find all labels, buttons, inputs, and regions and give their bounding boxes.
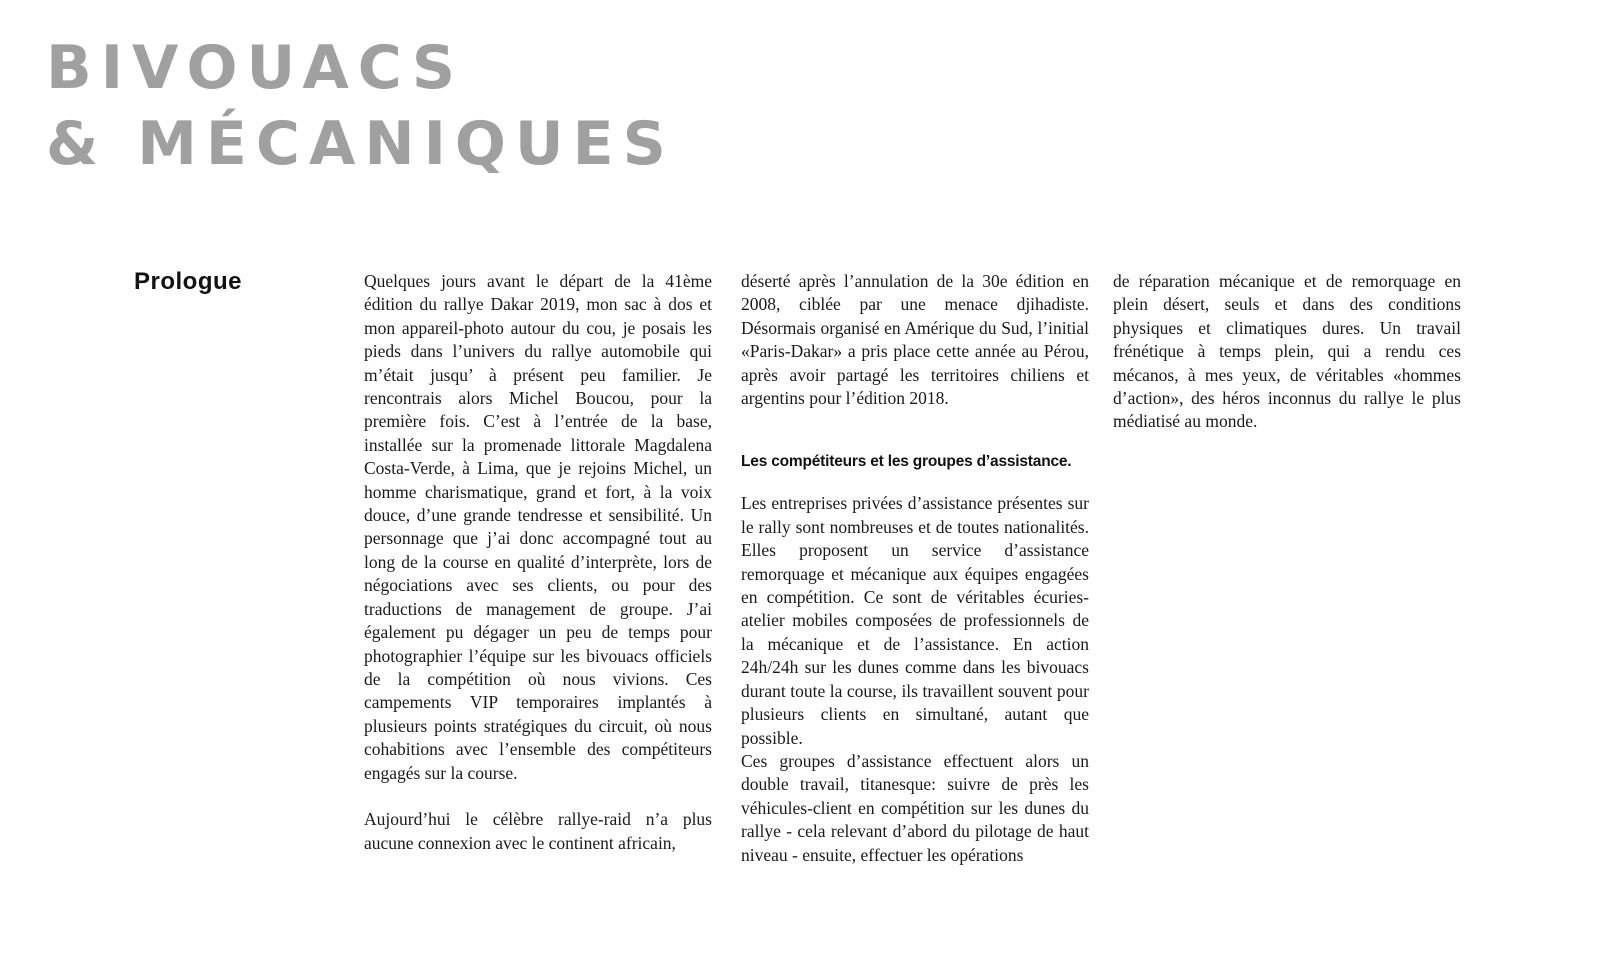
text-column-1 xyxy=(364,270,712,855)
section-label: Prologue xyxy=(134,268,243,295)
paragraph: Ces groupes d’assistance effectuent alors un double travail, titanesque: suivre de près les véhicules-client en compétition sur les dunes du rallye - cela relevant d’abord du pilotage de haut niveau - ensuite, effectuer les opérations xyxy=(741,750,1089,865)
paragraph: Aujourd’hui le célèbre rallye-raid n’a plus aucune connexion avec le continent africain, xyxy=(364,809,712,853)
paragraph: Quelques jours avant le départ de la 41ème édition du rallye Dakar 2019, mon sac à dos et mon appareil-photo autour du cou, je posais les pieds dans l’univers du rallye automobile qui m’était jusqu’ à présent peu familier. Je rencontrais alors Michel Boucou, pour la première fois. C’est à l’entrée de la base, installée sur la promenade littorale Magdalena Costa-Verde, à Lima, que je rejoins Michel, un homme charismatique, grand et fort, à la voix douce, d’une grande tendresse et sensibilité. Un personnage que j’ai donc accompagné tout au long de la course en qualité d’interprète, lors de négociations avec ses clients, ou pour des traductions de management de groupe. J’ai également pu dégager un peu de temps pour photographier l’équipe sur les bivouacs officiels de la compétition où nous vivions. Ces campements VIP temporaires implantés à plusieurs points stratégiques du circuit, où nous cohabitions avec l’ensemble des compétiteurs engagés sur la course. xyxy=(364,271,712,783)
title-line-2: & MÉCANIQUES xyxy=(46,109,675,179)
text-column-3 xyxy=(1113,270,1461,434)
title-line-1: BIVOUACS xyxy=(46,33,465,103)
text-column-2 xyxy=(741,270,1089,867)
paragraph: Les entreprises privées d’assistance présentes sur le rally sont nombreuses et de toutes nationalités. Elles proposent un service d’assistance remorquage et mécanique aux équipes engagées en compétition. Ce sont de véritables écuries-atelier mobiles composées de professionnels de la mécanique et de l’assistance. En action 24h/24h sur les dunes comme dans les bivouacs durant toute la course, ils travaillent souvent pour plusieurs clients en simultané, autant que possible. xyxy=(741,493,1089,748)
paragraph: déserté après l’annulation de la 30e édition en 2008, ciblée par une menace djihadiste. Désormais organisé en Amérique du Sud, l’initial «Paris-Dakar» a pris place cette année au Pérou, après avoir partagé les territoires chiliens et argentins pour l’édition 2018. xyxy=(741,271,1089,409)
subheading: Les compétiteurs et les groupes d’assistance. xyxy=(741,453,1072,471)
article-title xyxy=(46,30,675,182)
paragraph: de réparation mécanique et de remorquage en plein désert, seuls et dans des conditions physiques et climatiques dures. Un travail frénétique à temps plein, qui a rendu ces mécanos, à mes yeux, de véritables «hommes d’action», des héros inconnus du rallye le plus médiatisé au monde. xyxy=(1113,271,1461,432)
